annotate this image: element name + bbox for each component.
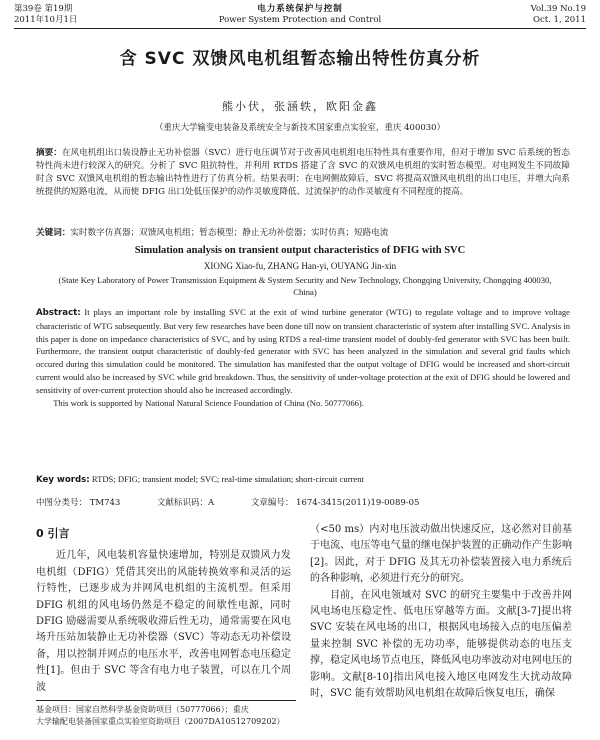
keywords-en-text: RTDS; DFIG; transient model; SVC; real-time simulation; short-circuit current <box>91 474 364 484</box>
abstract-cn-text: 在风电机组出口装设静止无功补偿器（SVC）进行电压调节对于改善风电机组电压特性具有重要作用，但对于增加 SVC 后系统的暂态特性尚未进行较深入的研究。分析了 SVC 阻抗特性，并利用 RTDS 搭建了含 SVC 的双馈风电机组的实时暂态模型。对电网发生不同故障时含 SVC 双馈风电机组的暂态输出特性进行了仿真分析。结果表明：在电网侧故障后，SVC 将提高双馈风电机组的出口电压，并增大向系统提供的短路电流，从而使 DFIG 出口处低压保护的动作灵敏度降低、过流保护的动作灵敏度有不同程度的提高。 <box>36 148 570 197</box>
affiliation-cn: （重庆大学输变电装备及系统安全与新技术国家重点实验室，重庆 400030） <box>154 123 446 133</box>
footnote-line-1: 基金项目：国家自然科学基金资助项目（50777066）；重庆 <box>36 705 249 714</box>
intro-right-column <box>310 522 572 702</box>
authors-en: XIONG Xiao-fu, ZHANG Han-yi, OUYANG Jin-xin <box>203 261 397 271</box>
journal-name-en: Power System Protection and Control <box>218 15 382 25</box>
section-heading-intro: 0 引言 <box>36 527 70 540</box>
abstract-cn <box>36 147 570 199</box>
article-number: 文章编号： 1674-3415(2011)19-0089-05 <box>250 498 420 508</box>
paper-title-en: Simulation analysis on transient output characteristics of DFIG with SVC <box>134 245 466 256</box>
intro-left-column <box>36 526 291 696</box>
date-cn: 2011年10月1日 <box>14 15 78 25</box>
footnote <box>36 700 296 728</box>
keywords-en-label: Key words: <box>36 475 90 485</box>
document-code: 文献标识码：A <box>157 498 215 508</box>
paper-title-cn: 含 SVC 双馈风电机组暂态输出特性仿真分析 <box>119 49 481 69</box>
intro-paragraph-3: 目前，在风电领域对 SVC 的研究主要集中于改善并网风电场电压稳定性、低电压穿越等方面。文献[3-7]提出将 SVC 安装在风电场的出口，根据风电场接入点的电压偏差量来控制 SVC 补偿的无功功率，能够提供动态的电压支撑，稳定风电场节点电压，降低风电功率波动对电网电压的影响。文献[8-10]指出风电接入地区电网发生大扰动故障时，SVC 能有效帮助风电机组在故障后恢复电压，确保 <box>310 589 572 700</box>
journal-name-cn: 电力系统保护与控制 <box>257 4 343 14</box>
volume-info-en <box>531 4 586 26</box>
footnote-line-2: 大学输配电装备国家重点实验室资助项目（2007DA10512709202） <box>36 717 285 726</box>
keywords-cn-label: 关键词： <box>36 228 71 238</box>
clc-number: 中图分类号： TM743 <box>36 498 121 508</box>
keywords-en <box>36 473 570 487</box>
volume-cn: 第39卷 第19期 <box>14 4 73 14</box>
header-rule <box>14 28 586 29</box>
volume-en: Vol.39 No.19 <box>530 4 586 14</box>
classification-line <box>36 496 570 508</box>
keywords-cn-text: 实时数字仿真器；双馈风电机组；暂态模型；静止无功补偿器；实时仿真；短路电流 <box>70 228 389 238</box>
intro-paragraph-1: 近几年，风电装机容量快速增加，特别是双馈风力发电机组（DFIG）凭借其突出的风能转换效率和灵活的运行特性，已逐步成为并网风电机组的主流机型。但采用 DFIG 机组的风电场仍然是不稳定的间歇性电源，同时 DFIG 励磁需要从系统吸收滞后性无功，通常需要在风电场升压站加装静止无功补偿器（SVC）等动态无功补偿设备，用以控制并网点的电压水平，改善电网暂态电压稳定性[1]。但由于 SVC 等含有电力电子装置，可以在几个周波 <box>36 550 291 693</box>
abstract-en-text: It plays an important role by installing SVC at the exit of wind turbine generator (WTG) to regulate voltage and to improve voltage characteristic of WTG subsequently. But very few researches have been done till now on transient characteristic of system after installing SVC. Analysis in this paper is done on impedance characteristics of SVC, and by using RTDS a real-time transient model of doubly-fed generator with SVC has been built. Furthermore, the transient output characteristic of doubly-fed generator with SVC has been analyzed in the simulation and several grid faults which occured during this simulation could be monitored. The simulation has manifested that the output voltage of DFIG would be increased and short-circuit current would also be increased by SVC while grid breakdown. Thus, the sensitivity of under-voltage protection at the exit of DFIG should be lowered and sensitivity of over-current protection should also be increased accordingly. <box>36 307 570 395</box>
abstract-en-label: Abstract: <box>36 308 81 318</box>
funding-statement-en: This work is supported by National Natural Science Foundation of China (No. 50777066). <box>53 397 364 408</box>
affiliation-en: (State Key Laboratory of Power Transmission Equipment & System Security and New Technology, Chongqing University, Chongqing 400030, China) <box>58 275 552 297</box>
abstract-en <box>36 306 570 409</box>
authors-cn: 熊小伏，张涵轶，欧阳金鑫 <box>222 100 378 113</box>
abstract-cn-label: 摘要： <box>36 148 62 158</box>
journal-name <box>14 4 586 26</box>
date-en: Oct. 1, 2011 <box>533 15 586 25</box>
keywords-cn <box>36 227 570 240</box>
intro-paragraph-2: （<50 ms）内对电压波动做出快速反应，这必然对目前基于电流、电压等电气量的继电保护装置的正确动作产生影响[2]。因此，对于 DFIG 及其无功补偿装置接入电力系统后的各种影响，必须进行充分的研究。 <box>310 524 572 585</box>
